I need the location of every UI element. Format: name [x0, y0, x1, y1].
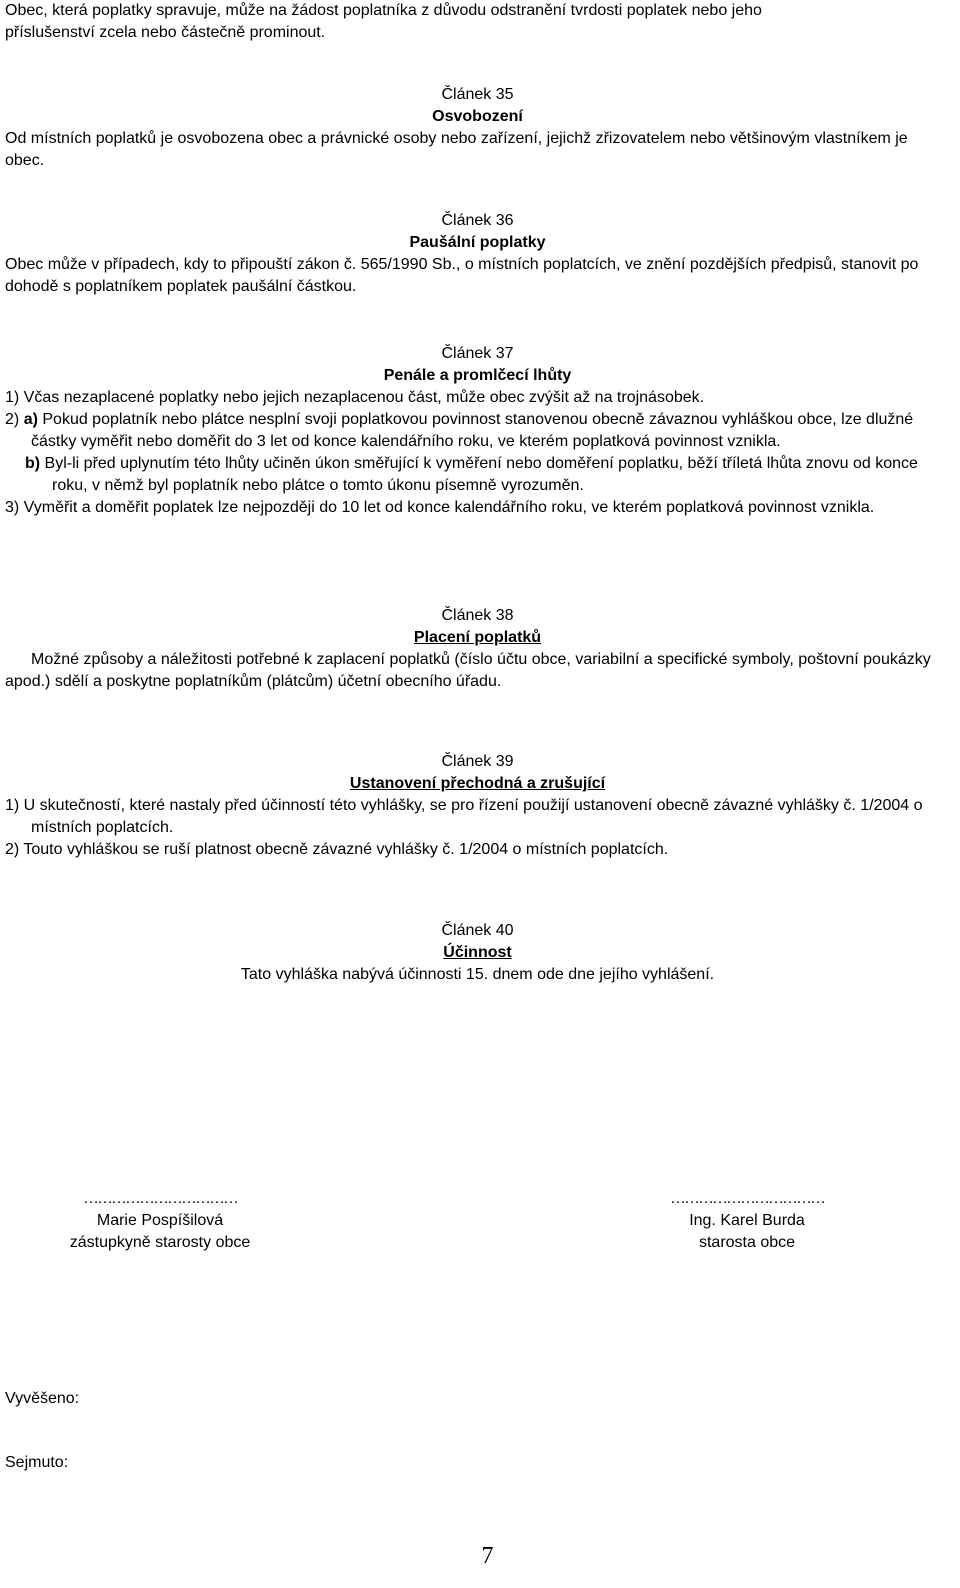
- article-number: Článek 35: [441, 86, 514, 103]
- signature-left: [10, 1188, 310, 1254]
- page-number: 7: [481, 1543, 494, 1569]
- article-title: Osvobození: [432, 108, 523, 125]
- article-title: [5, 773, 950, 795]
- intro-line-1: Obec, která poplatky spravuje, může na žádost poplatníka z důvodu odstranění tvrdosti poplatek nebo jeho: [5, 2, 762, 19]
- article-number: Článek 37: [441, 345, 514, 362]
- item-2a-label: a): [23, 411, 38, 428]
- article-40: [5, 920, 950, 986]
- item-2b-label: b): [25, 455, 41, 472]
- article-39: [5, 751, 950, 861]
- removed-label: Sejmuto:: [5, 1454, 69, 1471]
- article-title-text: Účinnost: [443, 944, 512, 961]
- signatory-name: Marie Pospíšilová: [96, 1212, 224, 1229]
- signatory-role: starosta obce: [698, 1234, 796, 1251]
- item-2b-text: Byl-li před uplynutím této lhůty učiněn úkon směřující k vyměření nebo doměření poplatku, běží tříletá lhůta znovu od konce roku, v němž byl poplatník nebo plátce o tomto úkonu písemně vyrozuměn.: [40, 455, 918, 494]
- article-37-item-2a: [5, 409, 950, 453]
- intro-line-2: příslušenství zcela nebo částečně prominout.: [5, 24, 326, 41]
- article-text: Od místních poplatků je osvobozena obec a právnické osoby nebo zařízení, jejichž zřizovatelem nebo většinovým vlastníkem je obec.: [5, 130, 908, 169]
- signatory-name: Ing. Karel Burda: [689, 1212, 805, 1229]
- article-37-item-1: 1) Včas nezaplacené poplatky nebo jejich nezaplacenou část, může obec zvýšit až na trojnásobek.: [5, 389, 705, 406]
- article-36: [5, 210, 950, 298]
- article-title: Paušální poplatky: [409, 234, 546, 251]
- article-title: [5, 942, 950, 964]
- article-title: [5, 627, 950, 649]
- article-title: Penále a promlčecí lhůty: [383, 367, 572, 384]
- article-number: Článek 40: [441, 922, 514, 939]
- item-2-prefix: 2): [5, 411, 20, 428]
- article-title-text: Placení poplatků: [413, 629, 542, 646]
- signature-right: [597, 1188, 897, 1254]
- article-37-item-2b: [5, 453, 950, 497]
- signatory-role: zástupkyně starosty obce: [69, 1234, 251, 1251]
- signature-line: ……………………………: [83, 1190, 237, 1207]
- article-39-item-1: 1) U skutečností, které nastaly před účinností této vyhlášky, se pro řízení použijí ustanovení obecně závazné vyhlášky č. 1/2004 o místních poplatcích.: [5, 797, 923, 836]
- posted-label: Vyvěšeno:: [5, 1390, 80, 1407]
- article-37: [5, 343, 950, 519]
- item-2a-text: Pokud poplatník nebo plátce nesplní svoji poplatkovou povinnost stanovenou obecně závaznou vyhláškou obce, lze dlužné částky vyměřit nebo doměřit do 3 let od konce kalendářního roku, ve kterém poplatková povinnost vznikla.: [31, 411, 914, 450]
- article-number: Článek 36: [441, 212, 514, 229]
- article-35: [5, 84, 950, 172]
- article-39-item-2: 2) Touto vyhláškou se ruší platnost obecně závazné vyhlášky č. 1/2004 o místních poplatcích.: [5, 841, 669, 858]
- article-title-text: Ustanovení přechodná a zrušující: [349, 775, 606, 792]
- intro-paragraph: [5, 0, 950, 44]
- article-text: Obec může v případech, kdy to připouští zákon č. 565/1990 Sb., o místních poplatcích, ve znění pozdějších předpisů, stanovit po dohodě s poplatníkem poplatek paušální částkou.: [5, 256, 919, 295]
- article-text: Tato vyhláška nabývá účinnosti 15. dnem ode dne jejího vyhlášení.: [240, 966, 715, 983]
- article-text: [5, 649, 950, 693]
- signature-line: ……………………………: [670, 1190, 824, 1207]
- article-38-text: Možné způsoby a náležitosti potřebné k zaplacení poplatků (číslo účtu obce, variabilní a specifické symboly, poštovní poukázky apod.) sdělí a poskytne poplatníkům (plátcům) účetní obecního úřadu.: [5, 651, 931, 690]
- article-37-item-3: 3) Vyměřit a doměřit poplatek lze nejpozději do 10 let od konce kalendářního roku, ve kterém poplatková povinnost vznikla.: [5, 499, 875, 516]
- article-38: [5, 605, 950, 693]
- article-number: Článek 38: [441, 607, 514, 624]
- article-number: Článek 39: [441, 753, 514, 770]
